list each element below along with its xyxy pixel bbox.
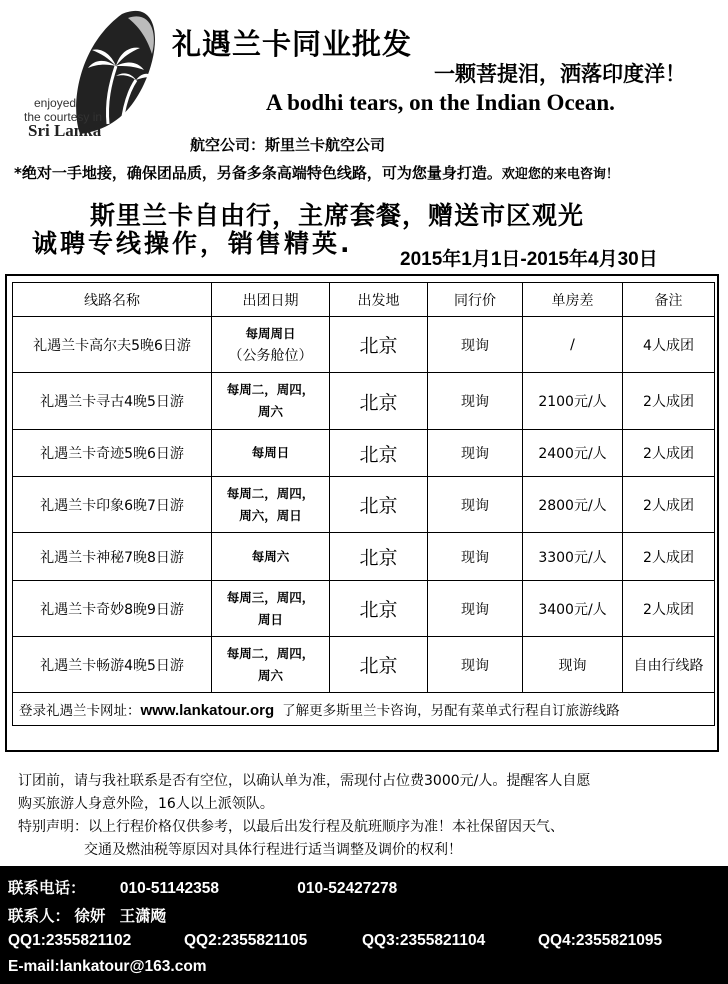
date-line-2: 周六，周日 (239, 507, 302, 523)
departure-city: 北京 (330, 373, 428, 430)
phone-line (8, 876, 397, 898)
col-header-remarks: 备注 (623, 283, 715, 317)
qq-number-4[interactable]: QQ4:2355821095 (538, 932, 663, 949)
departure-city: 北京 (330, 637, 428, 693)
phone-number-2[interactable]: 010-52427278 (297, 880, 398, 897)
date-line-1: 每周日 (251, 445, 290, 460)
remark: 4人成团 (623, 317, 715, 373)
single-supplement: 2400元/人 (523, 430, 623, 477)
promo-headline: 斯里兰卡自由行，主席套餐，赠送市区观光 (90, 201, 585, 230)
table-row (13, 317, 715, 373)
website-suffix: 了解更多斯里兰卡咨询，另配有菜单式行程自订旅游线路 (282, 703, 620, 719)
date-line-1: 每周三，周四， (226, 589, 315, 605)
logo-text-enjoyed: enjoyed (34, 96, 77, 110)
service-statement-tail: 欢迎您的来电咨询！ (501, 167, 619, 182)
trade-price: 现询 (428, 581, 523, 637)
slogan-chinese: 一颗菩提泪，洒落印度洋！ (434, 61, 686, 86)
table-footer-row (13, 693, 715, 726)
date-line-1: 每周周日 (245, 325, 296, 341)
qq-number-2[interactable]: QQ2:2355821105 (184, 932, 308, 949)
departure-dates (212, 317, 330, 373)
departure-dates (212, 581, 330, 637)
col-header-route: 线路名称 (13, 283, 212, 317)
qq-number-3[interactable]: QQ3:2355821104 (362, 932, 486, 949)
remark: 2人成团 (623, 373, 715, 430)
service-statement (14, 162, 619, 183)
date-line-2: （公务舱位） (228, 347, 313, 364)
col-header-single-supplement: 单房差 (523, 283, 623, 317)
trade-price: 现询 (428, 430, 523, 477)
route-table (12, 282, 715, 726)
single-supplement: / (523, 317, 623, 373)
booking-notes (18, 770, 590, 862)
note-line-1: 订团前，请与我社联系是否有空位，以确认单为准，需现付占位费3000元/人。提醒客人自愿 (18, 773, 591, 789)
table-row (13, 637, 715, 693)
logo-text-courtesy: the courtesy in (24, 110, 103, 124)
recruitment-headline: 诚聘专线操作，销售精英. (32, 229, 353, 258)
qq-number-1[interactable]: QQ1:2355821102 (8, 932, 132, 949)
date-line-1: 每周二，周四， (226, 485, 315, 501)
departure-city: 北京 (330, 430, 428, 477)
col-header-trade-price: 同行价 (428, 283, 523, 317)
single-supplement: 2800元/人 (523, 477, 623, 533)
route-name: 礼遇兰卡寻古4晚5日游 (13, 373, 212, 430)
table-row (13, 581, 715, 637)
contact-person-line (8, 904, 166, 926)
trade-price: 现询 (428, 477, 523, 533)
website-info (13, 693, 715, 726)
date-line-1: 每周六 (251, 548, 290, 564)
note-line-4: 交通及燃油税等原因对具体行程进行适当调整及调价的权利！ (84, 842, 462, 858)
contact-person-2: 王潇飏 (119, 908, 167, 925)
slogan-english: A bodhi tears, on the Indian Ocean. (266, 90, 615, 115)
departure-city: 北京 (330, 581, 428, 637)
remark: 2人成团 (623, 581, 715, 637)
trade-price: 现询 (428, 373, 523, 430)
departure-dates (212, 373, 330, 430)
col-header-date: 出团日期 (212, 283, 330, 317)
remark: 自由行线路 (623, 637, 715, 693)
logo (10, 6, 160, 138)
phone-label: 联系电话： (8, 880, 86, 897)
departure-city: 北京 (330, 533, 428, 581)
remark: 2人成团 (623, 477, 715, 533)
remark: 2人成团 (623, 430, 715, 477)
trade-price: 现询 (428, 317, 523, 373)
single-supplement: 3400元/人 (523, 581, 623, 637)
contact-person-1: 徐妍 (74, 908, 106, 925)
trade-price: 现询 (428, 533, 523, 581)
trade-price: 现询 (428, 637, 523, 693)
table-row (13, 533, 715, 581)
validity-period: 2015年1月1日-2015年4月30日 (400, 249, 658, 270)
website-link[interactable]: www.lankatour.org (140, 702, 275, 719)
departure-dates (212, 430, 330, 477)
route-table-frame (5, 274, 719, 752)
date-line-2: 周六 (257, 404, 283, 419)
single-supplement: 现询 (523, 637, 623, 693)
airline-info: 航空公司：斯里兰卡航空公司 (190, 136, 386, 154)
departure-dates (212, 533, 330, 581)
remark: 2人成团 (623, 533, 715, 581)
website-prefix: 登录礼遇兰卡网址： (19, 703, 141, 719)
table-row (13, 373, 715, 430)
single-supplement: 2100元/人 (523, 373, 623, 430)
table-header-row (13, 283, 715, 317)
date-line-1: 每周二，周四， (226, 645, 315, 661)
date-line-2: 周日 (257, 611, 283, 627)
departure-city: 北京 (330, 477, 428, 533)
contact-person-label: 联系人： (8, 908, 71, 925)
route-name: 礼遇兰卡印象6晚7日游 (13, 477, 212, 533)
departure-dates (212, 477, 330, 533)
note-line-2: 购买旅游人身意外险，16人以上派领队。 (18, 796, 274, 812)
logo-text-sri-lanka: Sri Lanka (28, 121, 102, 140)
note-line-3: 特别声明：以上行程价格仅供参考，以最后出发行程及航班顺序为准！本社保留因天气、 (18, 819, 564, 835)
table-row (13, 477, 715, 533)
route-name: 礼遇兰卡奇妙8晚9日游 (13, 581, 212, 637)
departure-dates (212, 637, 330, 693)
email-address[interactable]: E-mail:lankatour@163.com (8, 958, 207, 975)
date-line-2: 周六 (257, 667, 283, 683)
date-line-1: 每周二，周四， (226, 382, 315, 397)
page-title: 礼遇兰卡同业批发 (172, 27, 413, 61)
route-name: 礼遇兰卡奇迹5晚6日游 (13, 430, 212, 477)
phone-number-1[interactable]: 010-51142358 (119, 880, 219, 897)
single-supplement: 3300元/人 (523, 533, 623, 581)
service-statement-main: *绝对一手地接，确保团品质，另备多条高端特色线路，可为您量身打造。 (14, 164, 502, 182)
route-name: 礼遇兰卡神秘7晚8日游 (13, 533, 212, 581)
route-name: 礼遇兰卡畅游4晚5日游 (13, 637, 212, 693)
contact-box (0, 866, 728, 984)
table-row (13, 430, 715, 477)
col-header-departure: 出发地 (330, 283, 428, 317)
departure-city: 北京 (330, 317, 428, 373)
route-name: 礼遇兰卡高尔夫5晚6日游 (13, 317, 212, 373)
